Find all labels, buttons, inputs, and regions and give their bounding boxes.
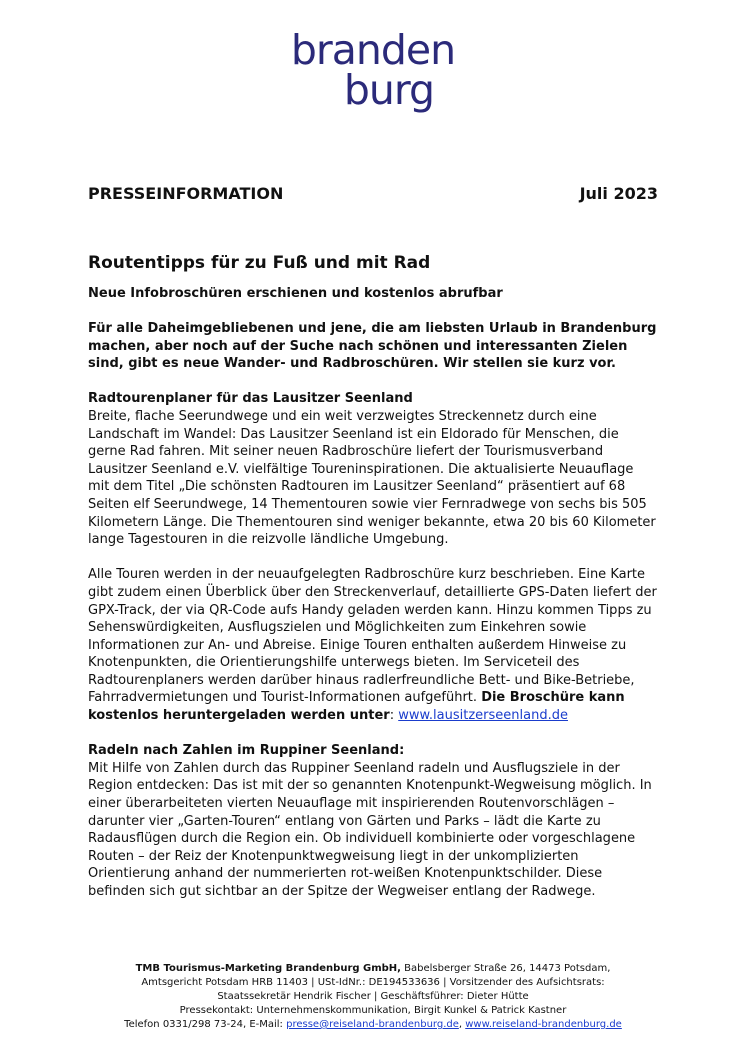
page-title: Routentipps für zu Fuß und mit Rad	[88, 253, 431, 273]
section-heading: Radtourenplaner für das Lausitzer Seenland	[88, 391, 413, 407]
lausitz-link[interactable]: www.lausitzerseenland.de	[398, 708, 568, 724]
section-paragraph: Mit Hilfe von Zahlen durch das Ruppiner Seenland radeln und Ausflugsziele in der Region entdecken: Das ist mit der so genannten Knotenpunkt-Wegweisung möglich. In einer überarbeiteten vierten Neuauflage mit inspirierenden Routenvorschlägen – darunter vier „Garten-Touren“ entlang von Gärten und Parks – lädt die Karte zu Radausflügen durch die Region ein. Ob individuell kombinierte oder vorgeschlagene Routen – der Reiz der Knotenpunktwegweisung liegt in der unkomplizierten Orientierung anhand der nummerierten rot-weißen Knotenpunktschilder. Diese befinden sich gut sichtbar an der Spitze der Wegweiser entlang der Radwege.	[88, 760, 652, 899]
footer	[50, 962, 696, 1032]
page-subtitle: Neue Infobroschüren erschienen und kostenlos abrufbar	[88, 286, 503, 301]
footer-line-4: Pressekontakt: Unternehmenskommunikation, Birgit Kunkel & Patrick Kastner	[179, 1005, 567, 1016]
download-note: Die Broschüre kann kostenlos heruntergeladen werden unter	[88, 690, 625, 724]
issue-date: Juli 2023	[579, 184, 658, 203]
section-heading: Radeln nach Zahlen im Ruppiner Seenland:	[88, 743, 405, 759]
email-link[interactable]: presse@reiseland-brandenburg.de	[286, 1019, 459, 1030]
company-name: TMB Tourismus-Marketing Brandenburg GmbH,	[135, 963, 401, 974]
brandenburg-logo	[0, 26, 746, 114]
website-link[interactable]: www.reiseland-brandenburg.de	[465, 1019, 622, 1030]
section-lausitz	[88, 390, 658, 548]
footer-line-1	[50, 962, 696, 976]
separator: ,	[458, 1019, 466, 1030]
company-address: Babelsberger Straße 26, 14473 Potsdam,	[400, 963, 611, 974]
lead-paragraph: Für alle Daheimgebliebenen und jene, die am liebsten Urlaub in Brandenburg machen, aber noch auf der Suche nach schönen und interessanten Zielen sind, gibt es neue Wander- und Radbroschüren. Wir stellen sie kurz vor.	[88, 321, 657, 372]
article-body	[88, 320, 658, 918]
section-ruppin	[88, 742, 658, 900]
section-paragraph: Alle Touren werden in der neuaufgelegten Radbroschüre kurz beschrieben. Eine Karte gibt zudem einen Überblick über den Streckenverlauf, detaillierte GPS-Daten liefert der GPX-Track, der via QR-Code aufs Handy geladen werden kann. Hinzu kommen Tipps zu Sehenswürdigkeiten, Ausflugszielen und Möglichkeiten zum Einkehren sowie Informationen zur An- und Abreise. Einige Touren enthalten außerdem Hinweise zu Knotenpunkten, die Orientierungshilfe unterwegs bieten. Im Serviceteil des Radtourenplaners werden darüber hinaus radlerfreundliche Bett- und Bike-Betriebe, Fahrradvermietungen und Tourist-Informationen aufgeführt.	[88, 567, 657, 706]
footer-line-2: Amtsgericht Potsdam HRB 11403 | USt-IdNr.: DE194533636 | Vorsitzender des Aufsichtsrats:	[141, 977, 605, 988]
press-label: PRESSEINFORMATION	[88, 184, 284, 203]
section-lausitz-details	[88, 566, 658, 724]
section-paragraph: Breite, flache Seerundwege und ein weit verzweigtes Streckennetz durch eine Landschaft im Wandel: Das Lausitzer Seenland ist ein Eldorado für Menschen, die gerne Rad fahren. Mit seiner neuen Radbroschüre liefert der Tourismusverband Lausitzer Seenland e.V. vielfältige Toureninspirationen. Die aktualisierte Neuauflage mit dem Titel „Die schönsten Radtouren im Lausitzer Seenland“ präsentiert auf 68 Seiten elf Seerundwege, 14 Thementouren sowie vier Fernradwege von sechs bis 505 Kilometern Länge. Die Thementouren sind weniger bekannte, etwa 20 bis 60 Kilometer lange Tagestouren in die reizvolle ländliche Umgebung.	[88, 408, 656, 548]
colon: :	[389, 708, 395, 724]
logo-line-1: branden	[290, 26, 456, 74]
document-header	[88, 184, 658, 204]
logo-line-2: burg	[343, 66, 435, 114]
footer-line-3: Staatssekretär Hendrik Fischer | Geschäftsführer: Dieter Hütte	[217, 991, 529, 1002]
phone-email-label: Telefon 0331/298 73-24, E-Mail:	[124, 1019, 287, 1030]
footer-line-5	[50, 1018, 696, 1032]
